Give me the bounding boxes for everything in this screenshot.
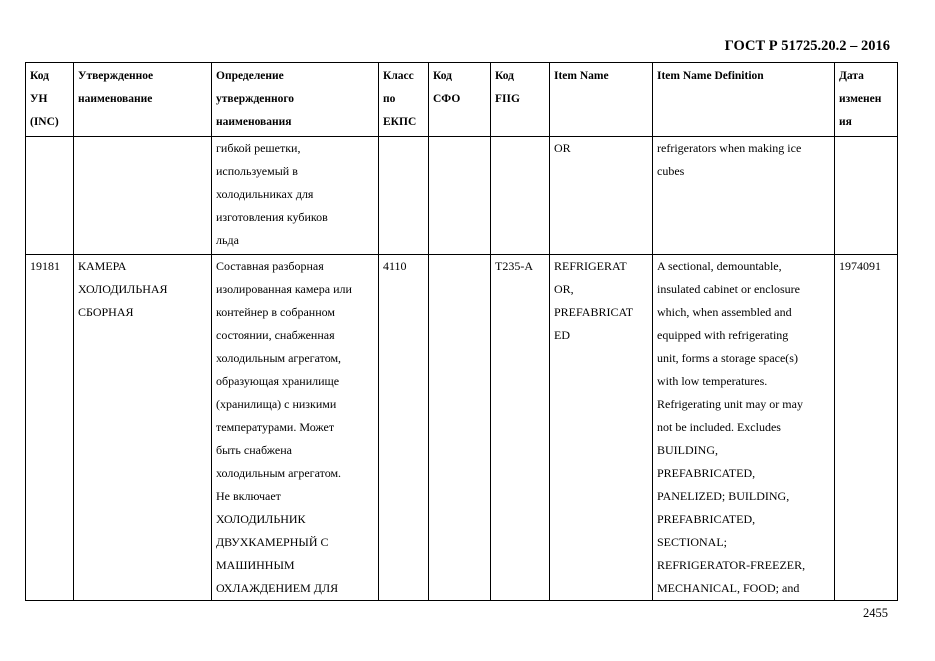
text-line: ЕКПС [383, 116, 417, 128]
cell-definition [212, 255, 379, 601]
text-line: not be included. Excludes [657, 420, 781, 434]
text-line: FIIG [495, 93, 520, 105]
text-line: изолированная камера или [216, 282, 352, 296]
text-line: Не включает [216, 489, 281, 503]
cell-item-name [550, 137, 653, 255]
text-line: быть снабжена [216, 443, 292, 457]
text-line: Код [495, 70, 515, 82]
text-line: REFRIGERATOR-FREEZER, [657, 558, 806, 572]
text-line: изготовления кубиков [216, 210, 328, 224]
text-line: ХОЛОДИЛЬНИК [216, 512, 306, 526]
text-line: REFRIGERAT [554, 259, 627, 273]
cell-name [74, 255, 212, 601]
text-line: ED [554, 328, 570, 342]
text-line: льда [216, 233, 239, 247]
text-line: MECHANICAL, FOOD; and [657, 581, 800, 595]
text-line: ия [839, 116, 852, 128]
header-approved-name [74, 63, 212, 137]
text-line: используемый в [216, 164, 298, 178]
header-fiig-code [491, 63, 550, 137]
cell-inc: 19181 [26, 255, 74, 601]
text-line: МАШИННЫМ [216, 558, 295, 572]
text-line: наименование [78, 93, 153, 105]
cell-item-definition [653, 137, 835, 255]
text-line: Код [433, 70, 453, 82]
header-change-date [835, 63, 898, 137]
table-header-row [26, 63, 898, 137]
table-row-record [26, 255, 898, 601]
cell-item-definition [653, 255, 835, 601]
text-line: гибкой решетки, [216, 141, 301, 155]
text-line: УН [30, 93, 48, 105]
cell-sfo-code [429, 137, 491, 255]
text-line: по [383, 93, 396, 105]
header-sfo-code [429, 63, 491, 137]
text-line: СФО [433, 93, 461, 105]
text-line: СБОРНАЯ [78, 305, 134, 319]
text-line: Item Name [554, 70, 609, 82]
text-line: (хранилища) с низкими [216, 397, 337, 411]
table-row-continuation [26, 137, 898, 255]
cell-item-name [550, 255, 653, 601]
cell-name [74, 137, 212, 255]
text-line: PREFABRICATED, [657, 512, 756, 526]
cell-ekps-class [379, 137, 429, 255]
text-line: refrigerators when making ice [657, 141, 802, 155]
text-line: изменен [839, 93, 882, 105]
header-ekps-class [379, 63, 429, 137]
text-line: SECTIONAL; [657, 535, 727, 549]
text-line: Составная разборная [216, 259, 324, 273]
text-line: холодильным агрегатом. [216, 466, 342, 480]
text-line: наименования [216, 116, 292, 128]
text-line: Дата [839, 70, 864, 82]
cell-fiig-code [491, 137, 550, 255]
classification-table [25, 62, 898, 601]
text-line: Код [30, 70, 50, 82]
text-line: A sectional, demountable, [657, 259, 782, 273]
text-line: (INC) [30, 116, 59, 128]
text-line: холодильниках для [216, 187, 314, 201]
header-inc [26, 63, 74, 137]
page-number: 2455 [863, 606, 888, 620]
text-line: КАМЕРА [78, 259, 127, 273]
text-line: температурами. Может [216, 420, 335, 434]
text-line: Определение [216, 70, 284, 82]
text-line: состоянии, снабженная [216, 328, 335, 342]
text-line: Item Name Definition [657, 70, 764, 82]
text-line: PREFABRICATED, [657, 466, 756, 480]
header-item-name [550, 63, 653, 137]
text-line: образующая хранилище [216, 374, 340, 388]
text-line: unit, forms a storage space(s) [657, 351, 798, 365]
text-line: OR, [554, 282, 574, 296]
text-line: контейнер в собранном [216, 305, 336, 319]
document-standard-title: ГОСТ Р 51725.20.2 – 2016 [724, 38, 890, 54]
text-line: Класс [383, 70, 414, 82]
cell-change-date [835, 137, 898, 255]
cell-definition [212, 137, 379, 255]
cell-inc [26, 137, 74, 255]
text-line: холодильным агрегатом, [216, 351, 342, 365]
text-line: ОХЛАЖДЕНИЕМ ДЛЯ [216, 581, 339, 595]
text-line: OR [554, 141, 571, 155]
text-line: ДВУХКАМЕРНЫЙ С [216, 535, 329, 549]
cell-ekps-class: 4110 [379, 255, 429, 601]
text-line: BUILDING, [657, 443, 718, 457]
text-line: cubes [657, 164, 685, 178]
text-line: ХОЛОДИЛЬНАЯ [78, 282, 168, 296]
text-line: Утвержденное [78, 70, 154, 82]
header-definition [212, 63, 379, 137]
text-line: утвержденного [216, 93, 295, 105]
cell-change-date: 1974091 [835, 255, 898, 601]
text-line: with low temperatures. [657, 374, 768, 388]
text-line: Refrigerating unit may or may [657, 397, 803, 411]
text-line: insulated cabinet or enclosure [657, 282, 800, 296]
text-line: equipped with refrigerating [657, 328, 789, 342]
text-line: PREFABRICAT [554, 305, 634, 319]
cell-fiig-code: T235-A [491, 255, 550, 601]
cell-sfo-code [429, 255, 491, 601]
text-line: which, when assembled and [657, 305, 792, 319]
header-item-name-definition [653, 63, 835, 137]
text-line: PANELIZED; BUILDING, [657, 489, 790, 503]
